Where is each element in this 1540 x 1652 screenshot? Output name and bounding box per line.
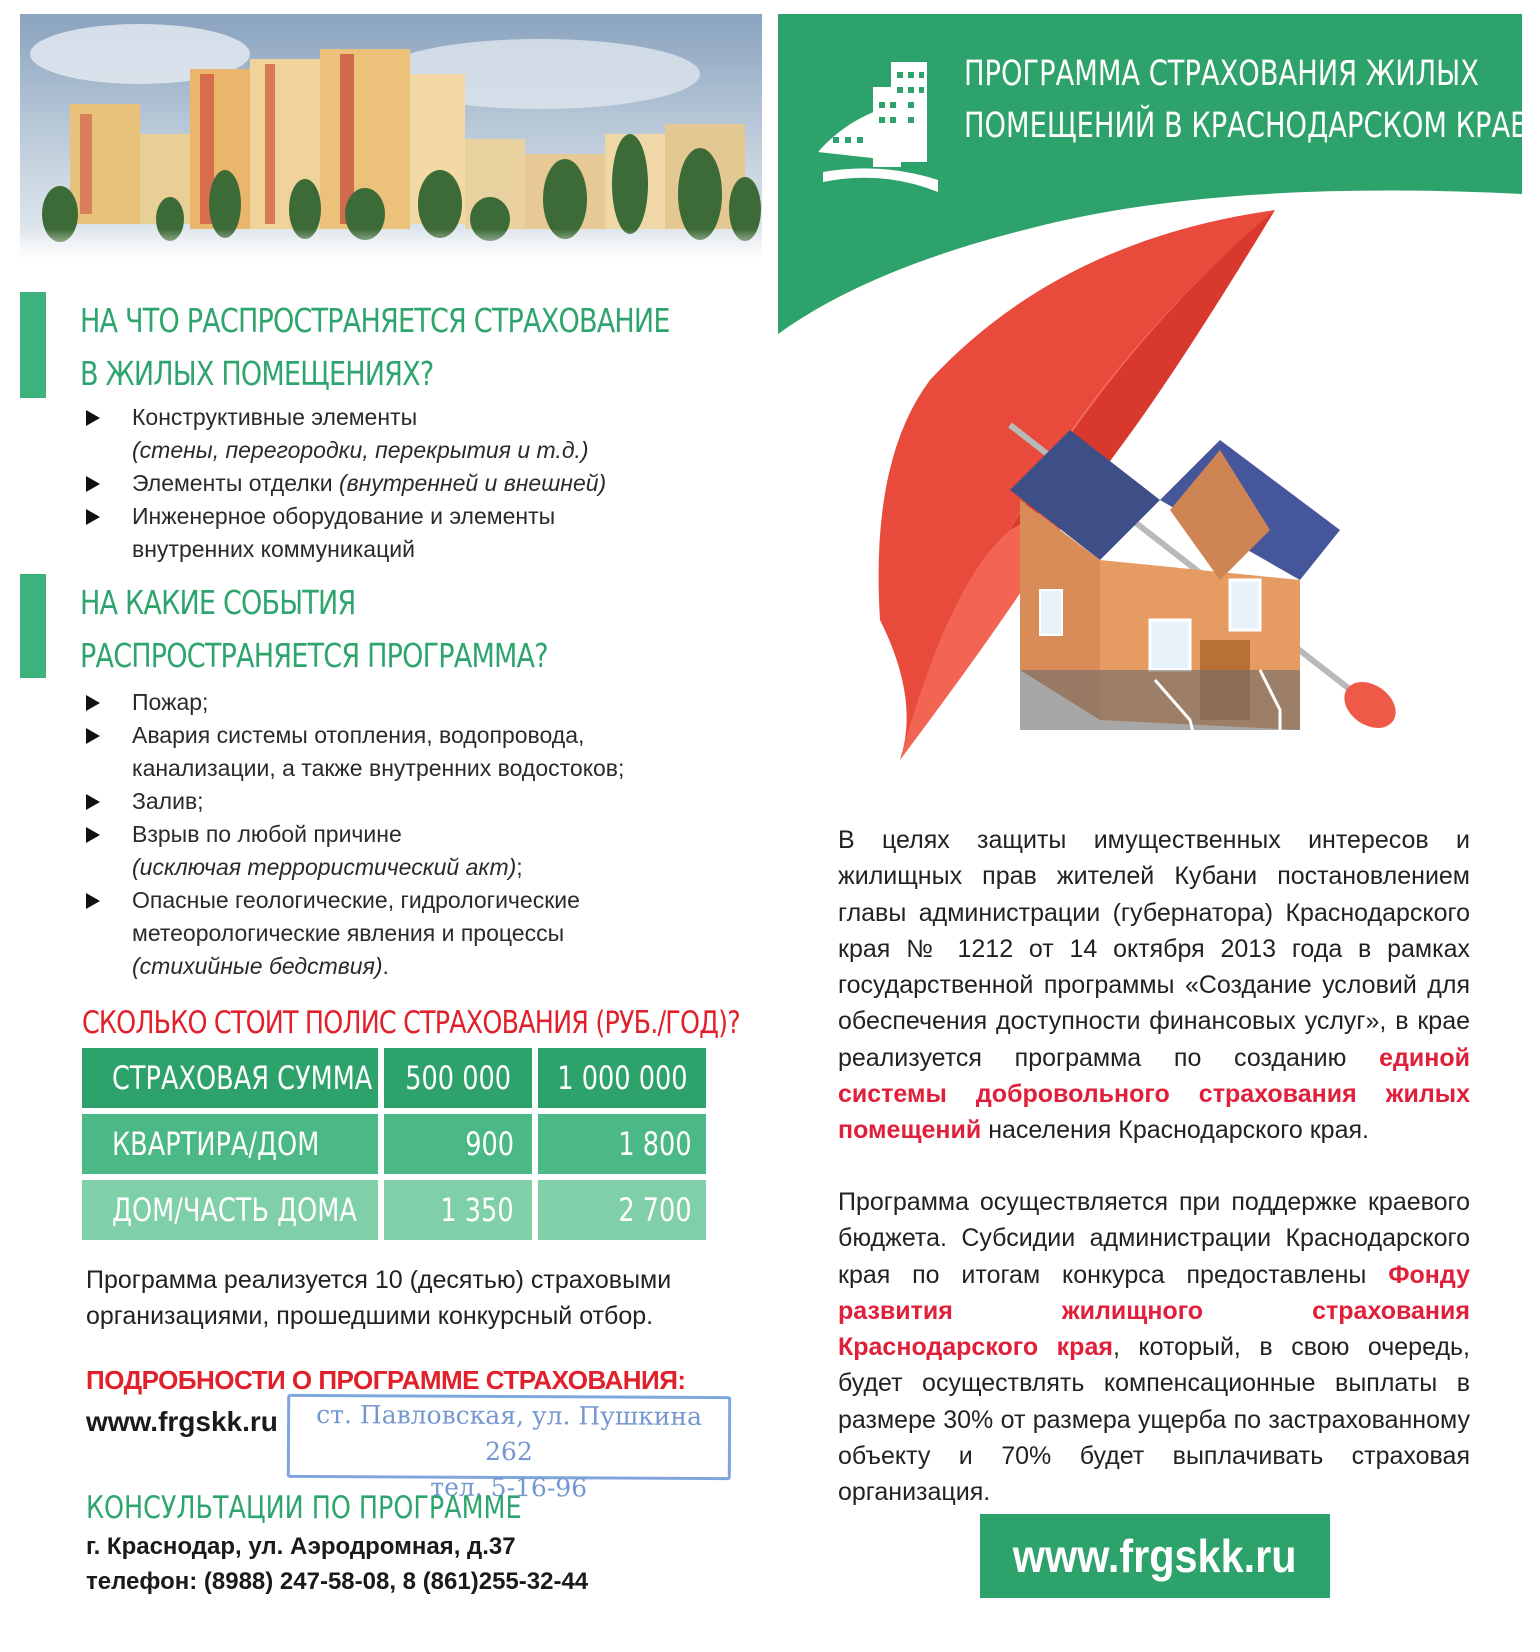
dealer-stamp (287, 1394, 731, 1503)
bullet-arrow-icon (86, 893, 100, 909)
insurers-note (86, 1262, 726, 1334)
table-cell: ДОМ/ЧАСТЬ ДОМА (82, 1180, 378, 1240)
umbrella-house-illustration (860, 200, 1460, 800)
coverage-list (82, 401, 702, 566)
list-item: Залив; (82, 785, 722, 818)
stamp-phone: тел. 5-16-96 (430, 1472, 588, 1503)
website-url-button[interactable] (980, 1514, 1330, 1598)
bullet-arrow-icon (86, 476, 100, 492)
price-table (82, 1048, 714, 1246)
price-heading: СКОЛЬКО СТОИТ ПОЛИС СТРАХОВАНИЯ (РУБ./ГОД)? (82, 1005, 740, 1041)
table-cell: 2 700 (538, 1180, 706, 1240)
table-cell: 1 000 000 (538, 1048, 706, 1108)
table-cell: 900 (384, 1114, 532, 1174)
bullet-arrow-icon (86, 728, 100, 744)
section-accent-bar (20, 292, 46, 398)
insurers-note-line: Программа реализуется 10 (десятью) страховыми (86, 1266, 672, 1294)
highlight-text: единой системы добровольного страхования жилых помещений (838, 1043, 1470, 1145)
table-row (82, 1114, 714, 1174)
list-item: Элементы отделки (внутренней и внешней) (82, 467, 702, 500)
coverage-heading-line1: НА ЧТО РАСПРОСТРАНЯЕТСЯ СТРАХОВАНИЕ (80, 301, 670, 340)
bullet-arrow-icon (86, 509, 100, 525)
insurers-note-line: организациями, прошедшими конкурсный отбор. (86, 1302, 654, 1330)
list-item: Пожар; (82, 686, 722, 719)
website-url-label: www.frgskk.ru (1013, 1530, 1297, 1582)
city-buildings-photo (20, 14, 762, 260)
bullet-arrow-icon (86, 794, 100, 810)
section-accent-bar (20, 574, 46, 678)
list-item: Взрыв по любой причине (исключая террористический акт); (82, 818, 722, 884)
table-row (82, 1048, 714, 1108)
events-list (82, 686, 722, 983)
table-cell: 500 000 (384, 1048, 532, 1108)
program-title-line2: ПОМЕЩЕНИЙ В КРАСНОДАРСКОМ КРАЕ (964, 106, 1528, 146)
bullet-arrow-icon (86, 410, 100, 426)
bullet-arrow-icon (86, 827, 100, 843)
program-title-line1: ПРОГРАММА СТРАХОВАНИЯ ЖИЛЫХ (964, 54, 1479, 94)
table-row (82, 1180, 714, 1240)
list-item: Авария системы отопления, водопровода, канализации, а также внутренних водостоков; (82, 719, 722, 785)
consult-address: г. Краснодар, ул. Аэродромная, д.37 (86, 1533, 516, 1560)
table-cell: СТРАХОВАЯ СУММА (82, 1048, 378, 1108)
stamp-address: ст. Павловская, ул. Пушкина 262 (316, 1399, 703, 1467)
table-cell: 1 800 (538, 1114, 706, 1174)
events-heading-line2: РАСПРОСТРАНЯЕТСЯ ПРОГРАММА? (80, 636, 548, 675)
list-item: Инженерное оборудование и элементы внутренних коммуникаций (82, 500, 702, 566)
highlight-text: Фонду развития жилищного страхования Краснодарского края (838, 1260, 1470, 1362)
list-item: Опасные геологические, гидрологические метеорологические явления и процессы (стихийные бедствия). (82, 884, 722, 983)
table-cell: КВАРТИРА/ДОМ (82, 1114, 378, 1174)
list-item: Конструктивные элементы (стены, перегородки, перекрытия и т.д.) (82, 401, 702, 467)
details-url-link[interactable]: www.frgskk.ru (86, 1406, 278, 1437)
consult-heading: КОНСУЛЬТАЦИИ ПО ПРОГРАММЕ (86, 1490, 522, 1526)
building-logo-icon (813, 42, 948, 192)
details-heading: ПОДРОБНОСТИ О ПРОГРАММЕ СТРАХОВАНИЯ: (86, 1365, 686, 1395)
funding-paragraph: Программа осуществляется при поддержке краевого бюджета. Субсидии администрации Краснодарского края по итогам конкурса предоставлены Фонду развития жилищного страхования Краснодарского края, который, в свою очередь, будет осуществлять компенсационные выплаты в размере 30% от размера ущерба по застрахованному объекту и 70% будет выплачивать страховая организация. (838, 1188, 1470, 1507)
intro-paragraph: В целях защиты имущественных интересов и жилищных прав жителей Кубани постановлением главы администрации (губернатора) Краснодарского края № 1212 от 14 октября 2013 года в рамках государственной программы «Создание условий для обеспечения доступности финансовых услуг», в крае реализуется программа по созданию единой системы добровольного страхования жилых помещений населения Краснодарского края. (838, 826, 1470, 1145)
events-heading-line1: НА КАКИЕ СОБЫТИЯ (80, 583, 356, 622)
consult-phone: телефон: (8988) 247-58-08, 8 (861)255-32-44 (86, 1568, 589, 1595)
table-cell: 1 350 (384, 1180, 532, 1240)
coverage-heading-line2: В ЖИЛЫХ ПОМЕЩЕНИЯХ? (80, 354, 434, 393)
bullet-arrow-icon (86, 695, 100, 711)
